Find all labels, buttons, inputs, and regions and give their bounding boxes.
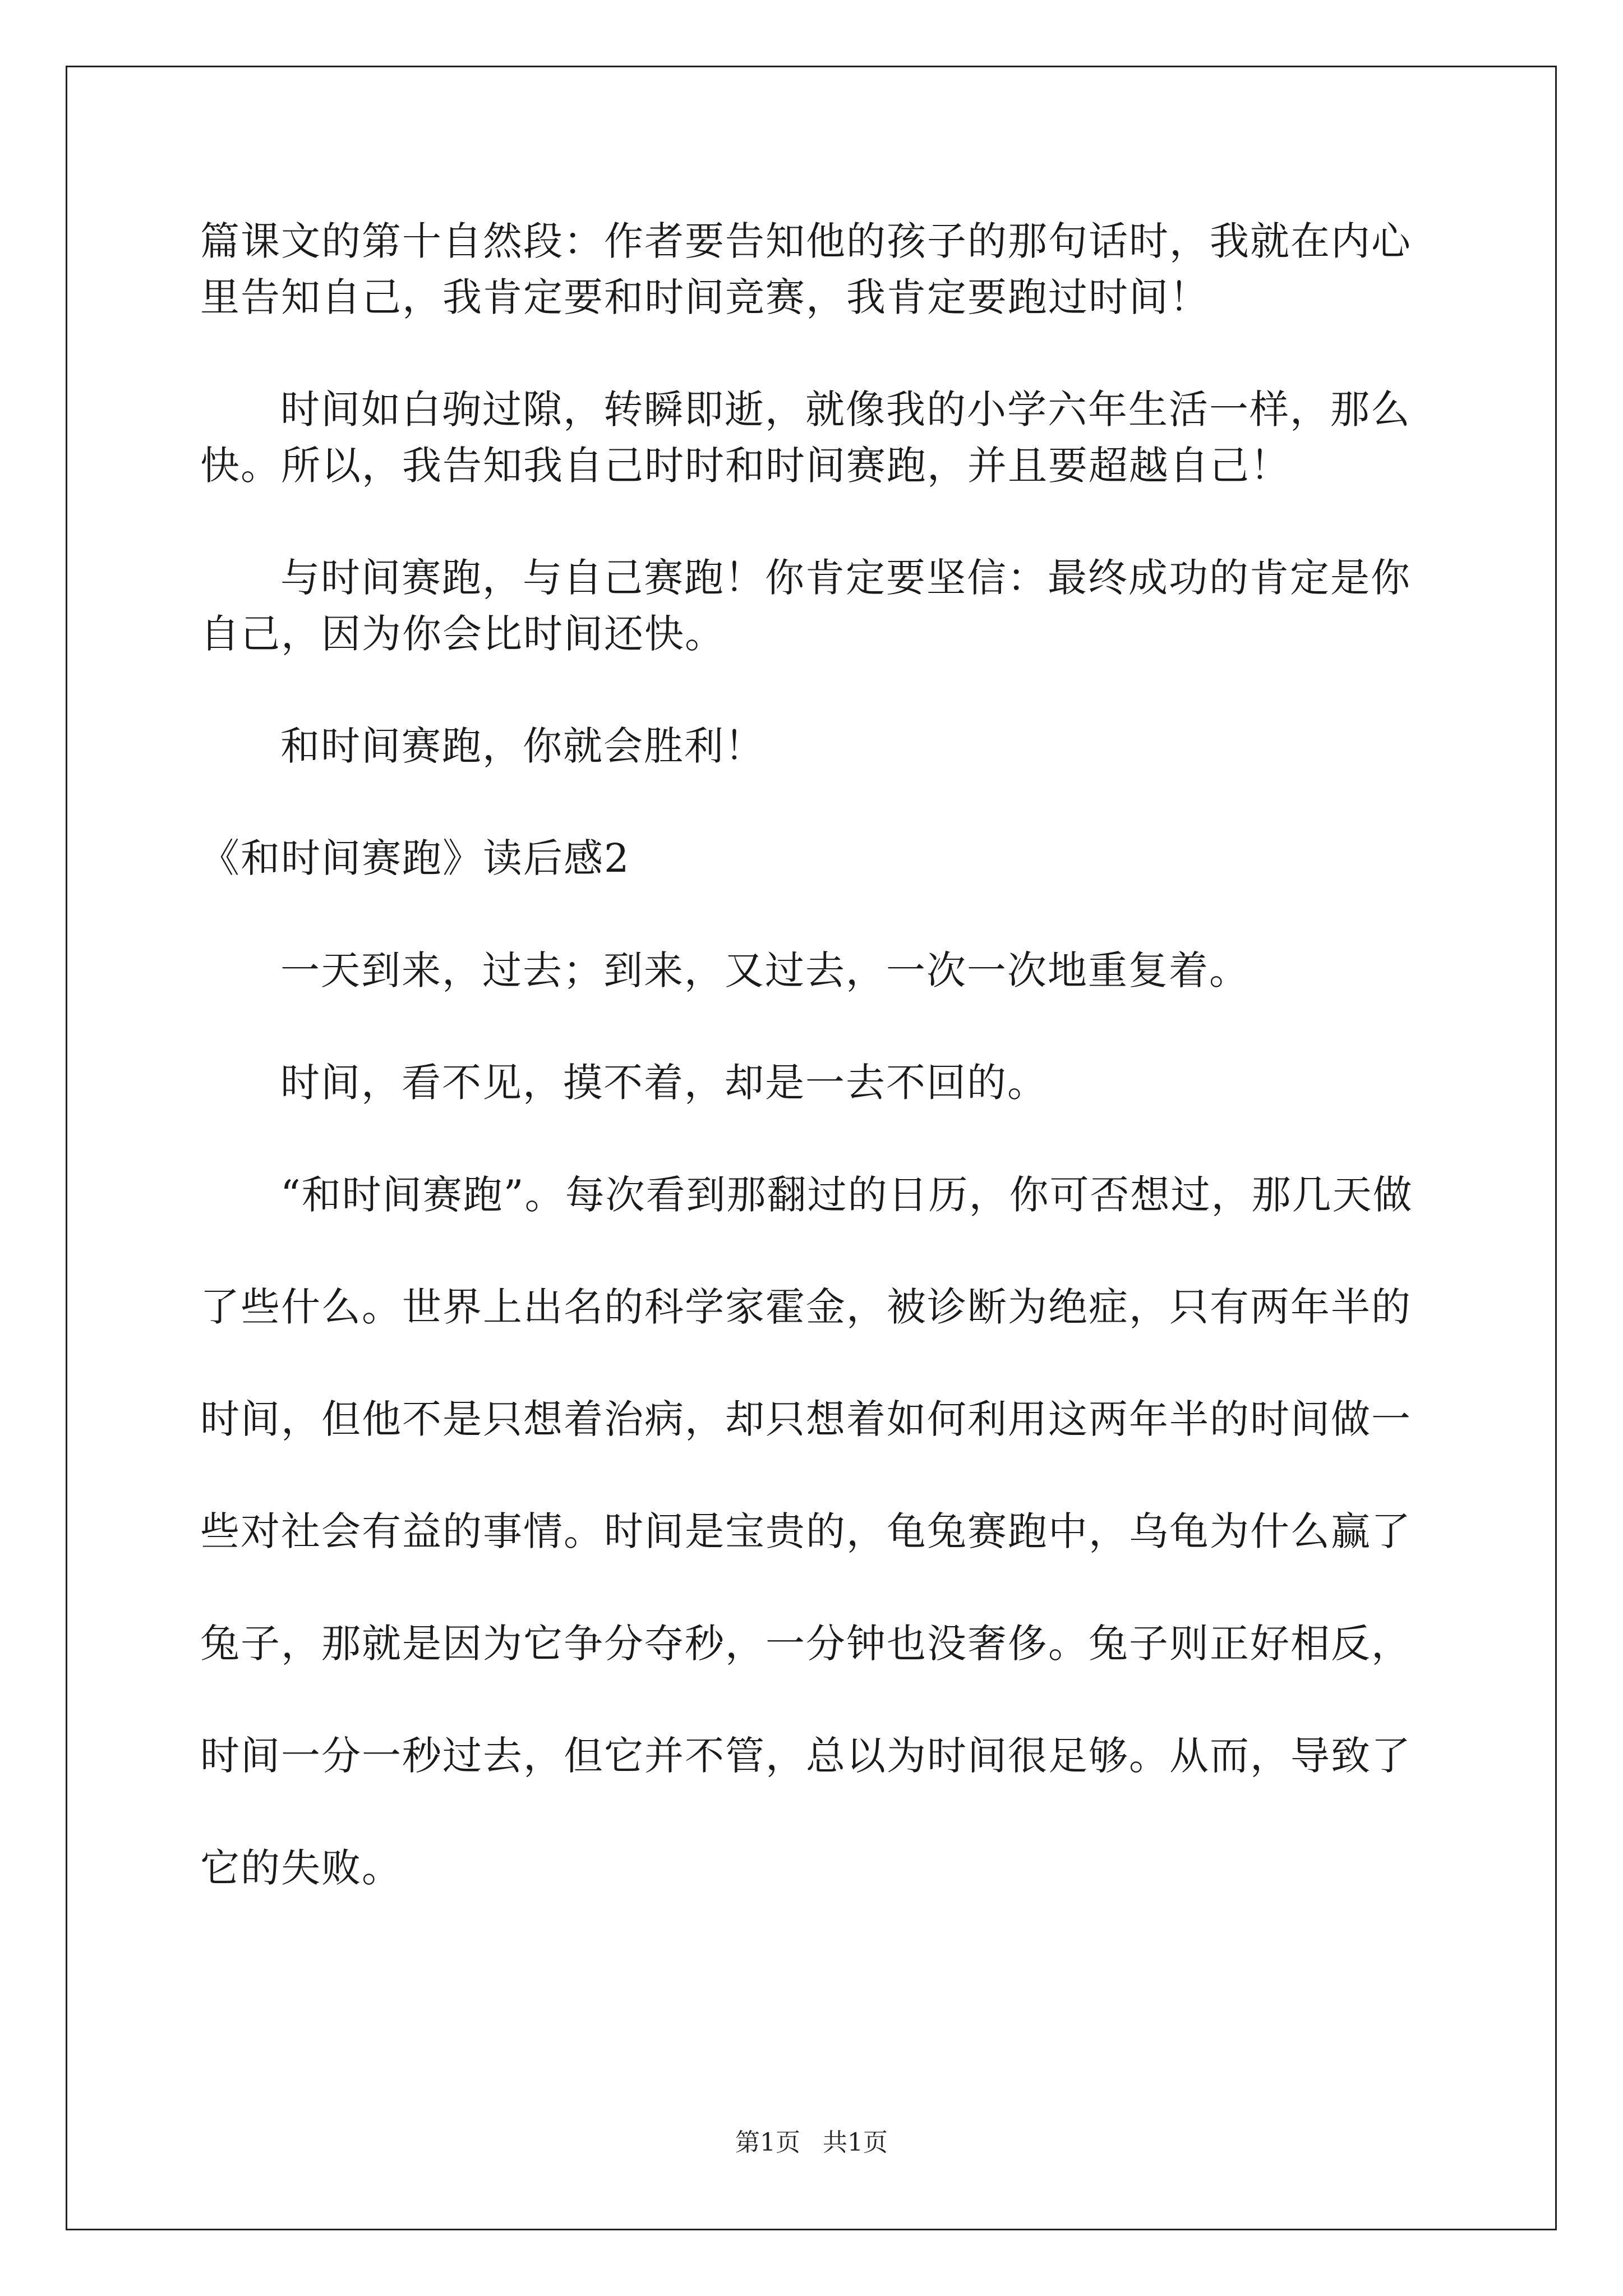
text-line: 与时间赛跑，与自己赛跑！你肯定要坚信：最终成功的肯定是你 [280, 555, 1411, 601]
section-heading [200, 830, 1428, 886]
text-line: 时间如白驹过隙，转瞬即逝，就像我的小学六年生活一样，那么 [280, 386, 1411, 432]
text-line: 时间，但他不是只想着治病，却只想着如何利用这两年半的时间做一 [200, 1396, 1412, 1442]
paragraph [200, 718, 1428, 774]
text-line: 里告知自己，我肯定要和时间竞赛，我肯定要跑过时间！ [200, 274, 1210, 320]
text-line: 了些什么。世界上出名的科学家霍金，被诊断为绝症，只有两年半的 [200, 1284, 1412, 1330]
page-footer [0, 2126, 1623, 2160]
paragraph [200, 213, 1428, 325]
page-number: 第1页 [735, 2128, 800, 2157]
paragraph [200, 381, 1428, 494]
text-line: 时间一分一秒过去，但它并不管，总以为时间很足够。从而，导致了 [200, 1733, 1412, 1779]
text-line: 时间，看不见，摸不着，却是一去不回的。 [280, 1060, 1048, 1106]
text-line: 一天到来，过去；到来，又过去，一次一次地重复着。 [280, 947, 1249, 993]
text-line: 自己，因为你会比时间还快。 [200, 611, 725, 657]
text-line: 兔子，那就是因为它争分夺秒，一分钟也没奢侈。兔子则正好相反， [200, 1621, 1412, 1667]
document-body [200, 213, 1428, 1896]
paragraph [200, 942, 1428, 999]
paragraph [200, 1055, 1428, 1111]
text-line: 它的失败。 [200, 1845, 402, 1891]
paragraph [200, 1167, 1428, 1896]
text-line: 快。所以，我告知我自己时时和时间赛跑，并且要超越自己！ [200, 443, 1290, 489]
paragraph [200, 550, 1428, 662]
page-count: 共1页 [823, 2128, 888, 2157]
text-line: 篇课文的第十自然段：作者要告知他的孩子的那句话时，我就在内心 [200, 218, 1412, 264]
text-line: “和时间赛跑”。每次看到那翻过的日历，你可否想过，那几天做 [280, 1172, 1413, 1218]
heading-text: 《和时间赛跑》读后感2 [200, 835, 630, 881]
text-line: 些对社会有益的事情。时间是宝贵的，龟兔赛跑中，乌龟为什么赢了 [200, 1508, 1412, 1554]
text-line: 和时间赛跑，你就会胜利！ [280, 723, 765, 769]
